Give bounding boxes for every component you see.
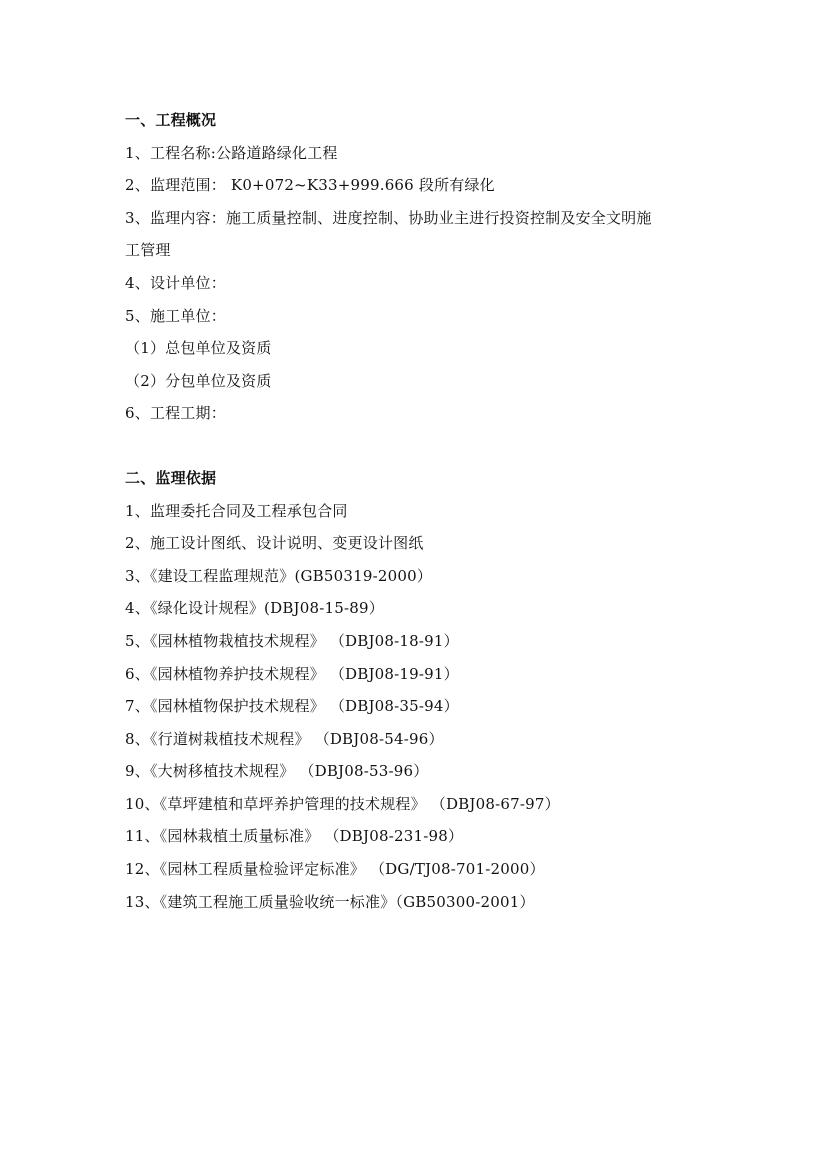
basis-item: 8、《行道树栽植技术规程》 （DBJ08-54-96） <box>125 729 444 748</box>
section-heading-overview: 一、工程概况 <box>125 111 217 129</box>
basis-item: 2、施工设计图纸、设计说明、变更设计图纸 <box>125 534 424 553</box>
basis-item: 6、《园林植物养护技术规程》 （DBJ08-19-91） <box>125 664 459 683</box>
overview-item: 4、设计单位： <box>125 273 226 292</box>
basis-item: 7、《园林植物保护技术规程》 （DBJ08-35-94） <box>125 697 459 716</box>
basis-item: 10、《草坪建植和草坪养护管理的技术规程》 （DBJ08-67-97） <box>125 794 560 813</box>
overview-item: 2、监理范围： K0+072~K33+999.666 段所有绿化 <box>125 176 495 195</box>
basis-item: 11、《园林栽植土质量标准》 （DBJ08-231-98） <box>125 827 464 846</box>
overview-item: 6、工程工期： <box>125 404 226 423</box>
section-gap <box>125 430 725 462</box>
basis-item: 5、《园林植物栽植技术规程》 （DBJ08-18-91） <box>125 631 459 650</box>
overview-subitem: （2）分包单位及资质 <box>125 371 272 390</box>
overview-item: 5、施工单位： <box>125 306 226 325</box>
overview-subitem: （1）总包单位及资质 <box>125 339 272 358</box>
overview-item: 1、工程名称:公路道路绿化工程 <box>125 143 338 162</box>
basis-item: 9、《大树移植技术规程》 （DBJ08-53-96） <box>125 762 429 781</box>
overview-item: 3、监理内容：施工质量控制、进度控制、协助业主进行投资控制及安全文明施 <box>125 208 652 227</box>
basis-item: 1、监理委托合同及工程承包合同 <box>125 501 348 520</box>
basis-item: 3、《建设工程监理规范》(GB50319-2000） <box>125 566 433 585</box>
section-heading-basis: 二、监理依据 <box>125 468 217 487</box>
basis-item: 13、《建筑工程施工质量验收统一标准》（GB50300-2001） <box>125 892 535 911</box>
basis-item: 4、《绿化设计规程》(DBJ08-15-89） <box>125 599 384 618</box>
overview-item-continuation: 工管理 <box>125 241 171 260</box>
document-body <box>125 104 725 918</box>
basis-item: 12、《园林工程质量检验评定标准》 （DG/TJ08-701-2000） <box>125 860 545 879</box>
